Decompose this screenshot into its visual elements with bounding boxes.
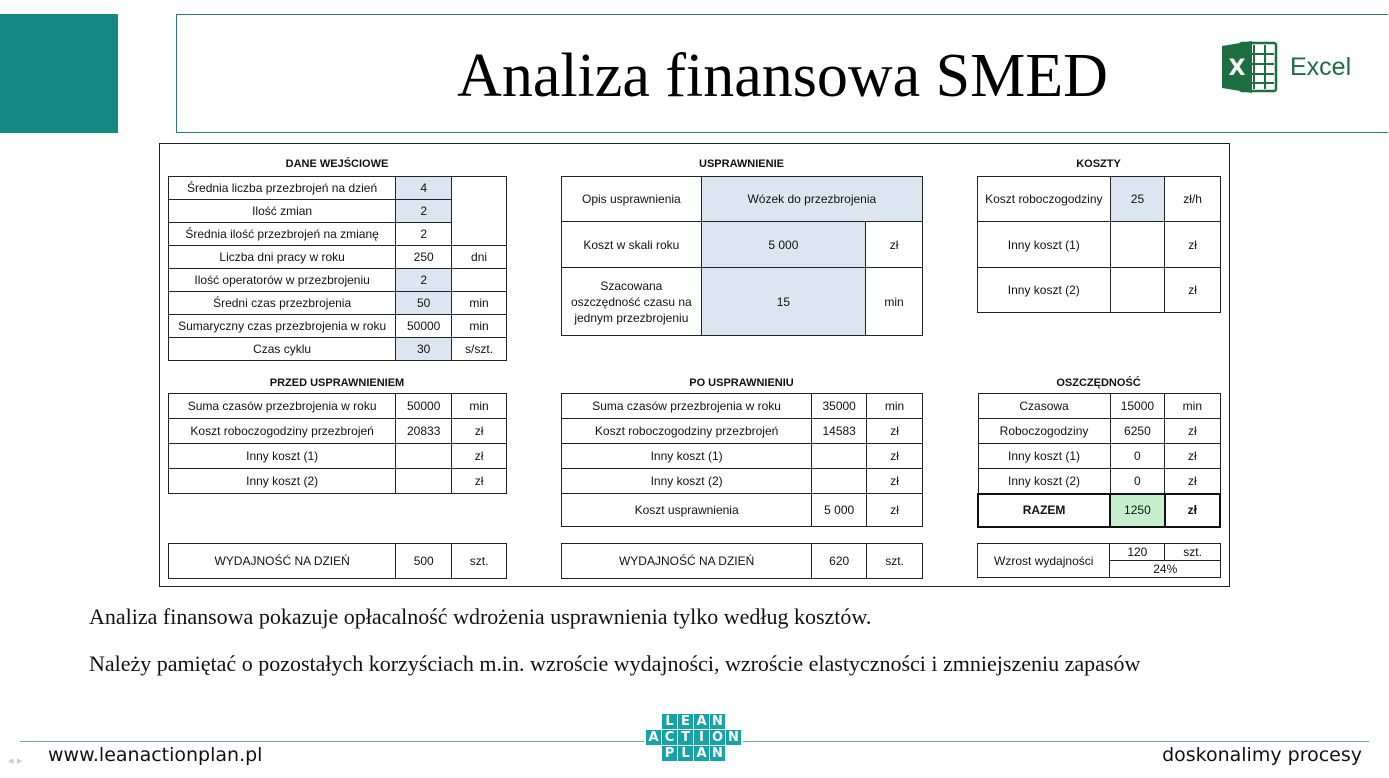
oszczednosc-label: Inny koszt (2): [978, 469, 1110, 494]
po-label: Inny koszt (2): [562, 469, 812, 494]
table-row: [562, 268, 923, 336]
table-row: [169, 394, 507, 419]
caption-line-1: Analiza finansowa pokazuje opłacalność wdrożenia usprawnienia tylko według kosztów.: [89, 604, 872, 629]
table-row: [978, 419, 1220, 444]
koszt-unit: zł: [866, 222, 923, 268]
po-label: Suma czasów przezbrojenia w roku: [562, 394, 812, 419]
wydajnosc-value: 620: [812, 544, 867, 579]
dane-label: Sumaryczny czas przezbrojenia w roku: [169, 315, 396, 338]
razem-value: 1250: [1110, 494, 1165, 527]
usprawnienie-table: [561, 176, 923, 336]
oszczednosc-unit: zł: [1165, 419, 1220, 444]
koszty-unit: zł: [1165, 268, 1221, 313]
dane-table: [168, 176, 507, 361]
dane-unit: dni: [452, 246, 507, 269]
wzrost-table: [977, 543, 1221, 578]
koszty-label: Koszt roboczogodziny: [978, 177, 1111, 222]
svg-text:X: X: [1228, 56, 1246, 81]
dane-title: DANE WEJŚCIOWE: [285, 158, 389, 170]
razem-label: RAZEM: [978, 494, 1110, 527]
koszty-value[interactable]: [1110, 222, 1165, 268]
table-row: [169, 444, 507, 469]
oszczednosc-value: 0: [1110, 469, 1165, 494]
po-unit: zł: [867, 469, 923, 494]
dane-value[interactable]: 50: [396, 292, 452, 315]
excel-logo: [1222, 40, 1351, 94]
koszty-value[interactable]: [1110, 268, 1165, 313]
dane-label: Liczba dni pracy w roku: [169, 246, 396, 269]
slide-nav-icons[interactable]: ◂ ▸: [8, 754, 23, 767]
po-value: [812, 444, 867, 469]
wzrost-unit: szt.: [1165, 544, 1221, 561]
teal-accent-block: [0, 14, 118, 133]
przed-unit: zł: [452, 444, 507, 469]
table-row: [978, 222, 1221, 268]
table-row: [978, 177, 1221, 222]
dane-value: 50000: [396, 315, 452, 338]
logo-letter: I: [694, 730, 709, 745]
table-row: [169, 544, 507, 579]
table-row: [169, 177, 507, 200]
koszty-label: Inny koszt (1): [978, 222, 1111, 268]
oszczednosc-unit: zł: [1165, 469, 1220, 494]
table-row: [978, 394, 1220, 419]
dane-value: 2: [396, 223, 452, 246]
przed-value: [396, 469, 452, 494]
dane-unit: min: [452, 315, 507, 338]
po-label: Koszt roboczogodziny przezbrojeń: [562, 419, 812, 444]
logo-letter: N: [726, 730, 741, 745]
dane-unit: [452, 269, 507, 292]
table-row: [978, 444, 1220, 469]
wzrost-value: 120: [1110, 544, 1165, 561]
oszczednosc-label: Roboczogodziny: [978, 419, 1110, 444]
oszczednosc-value[interactable]: 15: [701, 268, 865, 336]
usprawnienie-title: USPRAWNIENIE: [699, 158, 784, 170]
koszt-value[interactable]: 5 000: [701, 222, 865, 268]
table-row: [562, 394, 923, 419]
table-row: [978, 268, 1221, 313]
table-row: [169, 269, 507, 292]
table-row: [169, 338, 507, 361]
koszty-unit: zł: [1165, 222, 1221, 268]
footer-tagline: doskonalimy procesy: [1162, 744, 1362, 766]
oszczednosc-value: 6250: [1110, 419, 1165, 444]
koszty-title: KOSZTY: [1076, 158, 1121, 170]
po-value: [812, 469, 867, 494]
logo-letter: P: [662, 746, 677, 761]
dane-value[interactable]: 4: [396, 177, 452, 200]
koszty-value[interactable]: 25: [1110, 177, 1165, 222]
table-row: [169, 469, 507, 494]
koszt-usprawnienia-label: Koszt usprawnienia: [562, 494, 812, 527]
po-unit: zł: [867, 444, 923, 469]
przed-unit: zł: [452, 419, 507, 444]
excel-icon: [1222, 40, 1278, 94]
table-row: [169, 292, 507, 315]
wydajnosc-value: 500: [396, 544, 452, 579]
table-row: [562, 544, 923, 579]
opis-label: Opis usprawnienia: [562, 177, 702, 222]
logo-letter: A: [694, 714, 709, 729]
po-value: 14583: [812, 419, 867, 444]
po-unit: zł: [867, 419, 923, 444]
logo-letter: L: [678, 746, 693, 761]
dane-value[interactable]: 250: [396, 246, 452, 269]
oszczednosc-table: [977, 393, 1221, 528]
table-row: [169, 315, 507, 338]
logo-letter: A: [694, 746, 709, 761]
logo-row-lean: [646, 714, 741, 729]
logo-letter: N: [710, 746, 725, 761]
table-row: [562, 177, 923, 222]
przed-label: Inny koszt (2): [169, 469, 396, 494]
dane-label: Ilość zmian: [169, 200, 396, 223]
caption-line-2: Należy pamiętać o pozostałych korzyściach m.in. wzroście wydajności, wzroście elastyczności i zmniejszeniu zapasów: [89, 651, 1141, 676]
po-label: Inny koszt (1): [562, 444, 812, 469]
koszty-table: [977, 176, 1221, 313]
logo-letter: L: [662, 714, 677, 729]
logo-letter: N: [710, 714, 725, 729]
dane-value[interactable]: 30: [396, 338, 452, 361]
wydajnosc-label: WYDAJNOŚĆ NA DZIEŃ: [169, 544, 396, 579]
po-unit: min: [867, 394, 923, 419]
table-row: [978, 469, 1220, 494]
przed-value: [396, 444, 452, 469]
dane-unit: min: [452, 292, 507, 315]
table-row: [562, 419, 923, 444]
po-title: PO USPRAWNIENIU: [689, 377, 794, 389]
dane-label: Ilość operatorów w przezbrojeniu: [169, 269, 396, 292]
koszt-label: Koszt w skali roku: [562, 222, 702, 268]
przed-unit: zł: [452, 469, 507, 494]
oszczednosc-value: 15000: [1110, 394, 1165, 419]
razem-row: [978, 494, 1220, 527]
dane-label: Średnia ilość przezbrojeń na zmianę: [169, 223, 396, 246]
koszty-unit: zł/h: [1165, 177, 1221, 222]
wzrost-label: Wzrost wydajności: [978, 544, 1110, 578]
przed-unit: min: [452, 394, 507, 419]
dane-value[interactable]: 2: [396, 269, 452, 292]
przed-label: Inny koszt (1): [169, 444, 396, 469]
dane-label: Średni czas przezbrojenia: [169, 292, 396, 315]
dane-unit: s/szt.: [452, 338, 507, 361]
koszt-usprawnienia-unit: zł: [867, 494, 923, 527]
dane-unit-empty: [452, 177, 507, 246]
footer-url[interactable]: www.leanactionplan.pl: [48, 744, 263, 766]
dane-label: Czas cyklu: [169, 338, 396, 361]
przed-value: 50000: [396, 394, 452, 419]
table-row: [562, 494, 923, 527]
page-title: Analiza finansowa SMED: [457, 42, 1108, 110]
przed-title: PRZED USPRAWNIENIEM: [269, 377, 405, 389]
po-table: [561, 393, 923, 527]
spreadsheet-area: [159, 143, 1230, 587]
dane-label: Średnia liczba przezbrojeń na dzień: [169, 177, 396, 200]
logo-letter: E: [678, 714, 693, 729]
wzrost-percent: 24%: [1110, 561, 1221, 578]
oszczednosc-unit: min: [1165, 394, 1220, 419]
table-row: [169, 246, 507, 269]
po-value: 35000: [812, 394, 867, 419]
opis-value[interactable]: Wózek do przezbrojenia: [701, 177, 922, 222]
oszczednosc-label: Inny koszt (1): [978, 444, 1110, 469]
po-wydajnosc-table: [561, 543, 923, 579]
razem-unit: zł: [1165, 494, 1220, 527]
dane-value[interactable]: 2: [396, 200, 452, 223]
oszczednosc-label: Czasowa: [978, 394, 1110, 419]
przed-label: Suma czasów przezbrojenia w roku: [169, 394, 396, 419]
oszczednosc-unit: zł: [1165, 444, 1220, 469]
table-row: [169, 419, 507, 444]
table-row: [562, 444, 923, 469]
oszczednosc-label: Szacowana oszczędność czasu na jednym przezbrojeniu: [562, 268, 702, 336]
logo-row-plan: [646, 746, 741, 761]
logo-letter: O: [711, 730, 724, 745]
table-row: [978, 544, 1221, 561]
wydajnosc-unit: szt.: [867, 544, 923, 579]
table-row: [562, 469, 923, 494]
logo-letter: A: [646, 730, 661, 745]
koszty-label: Inny koszt (2): [978, 268, 1111, 313]
przed-wydajnosc-table: [168, 543, 507, 579]
oszczednosc-title: OSZCZĘDNOŚĆ: [1056, 377, 1141, 389]
lean-action-plan-logo: [644, 714, 743, 762]
title-box: [176, 14, 1388, 133]
wydajnosc-label: WYDAJNOŚĆ NA DZIEŃ: [562, 544, 812, 579]
logo-letter: T: [678, 730, 693, 745]
wydajnosc-unit: szt.: [452, 544, 507, 579]
oszczednosc-unit: min: [866, 268, 923, 336]
przed-value: 20833: [396, 419, 452, 444]
oszczednosc-value: 0: [1110, 444, 1165, 469]
excel-label: Excel: [1290, 52, 1352, 81]
koszt-usprawnienia-value: 5 000: [812, 494, 867, 527]
logo-row-action: [646, 730, 741, 745]
przed-table: [168, 393, 507, 494]
logo-letter: C: [662, 730, 677, 745]
table-row: [562, 222, 923, 268]
przed-label: Koszt roboczogodziny przezbrojeń: [169, 419, 396, 444]
